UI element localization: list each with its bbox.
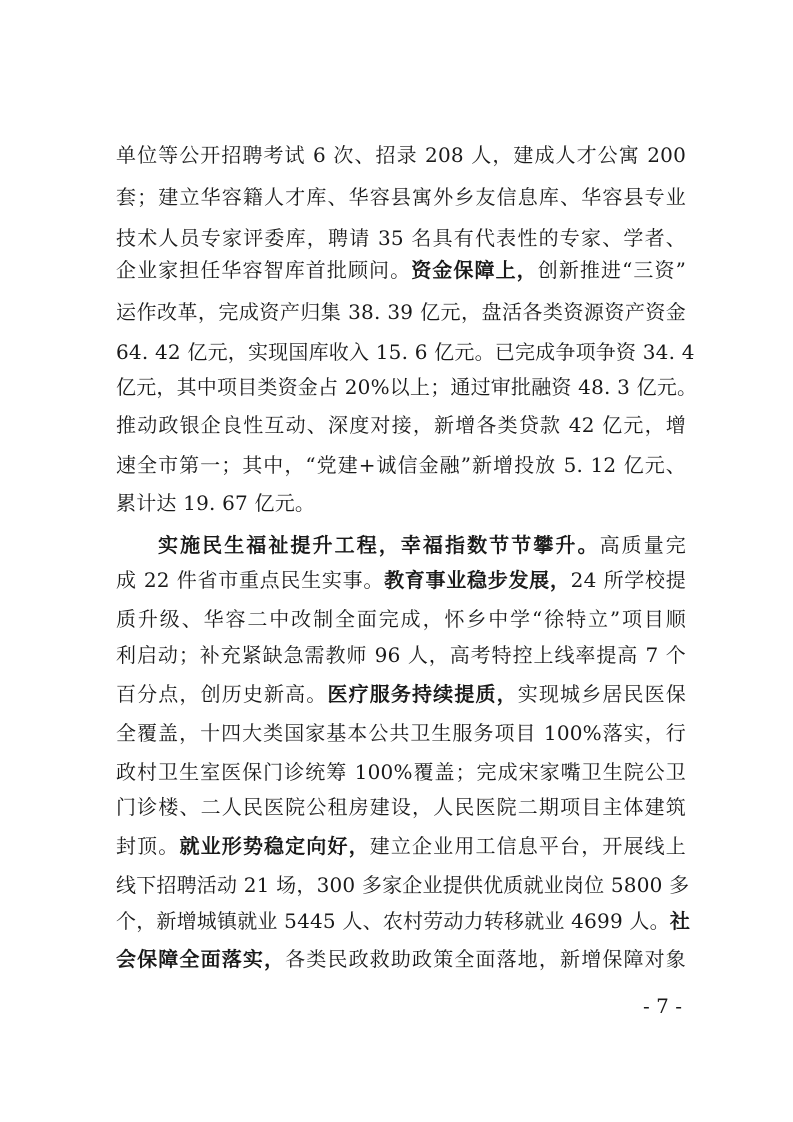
paragraph2-line9 (116, 830, 686, 862)
paragraph1-line6: 64. 42 亿元，实现国库收入 15. 6 亿元。已完成争项争资 34. 4 (116, 340, 695, 364)
paragraph2-line11 (116, 905, 691, 937)
paragraph2-heading-social-security: 会保障全面落实， (116, 947, 286, 971)
paragraph2-line2-tail: 24 所学校提 (570, 568, 686, 592)
paragraph1-line4 (116, 254, 686, 286)
paragraph2-line3: 质升级、华容二中改制全面完成，怀乡中学“徐特立”项目顺 (116, 607, 686, 631)
paragraph1-line7: 亿元，其中项目类资金占 20%以上；通过审批融资 48. 3 亿元。 (116, 375, 698, 399)
paragraph2-heading-medical: 医疗服务持续提质， (327, 682, 518, 706)
paragraph2-heading-education: 教育事业稳步发展， (384, 568, 571, 592)
paragraph2-line2 (116, 564, 686, 596)
paragraph1-line2: 套；建立华容籍人才库、华容县寓外乡友信息库、华容县专业 (116, 185, 686, 209)
paragraph2-heading-social-security-start: 社 (669, 909, 691, 933)
paragraph1-line1: 单位等公开招聘考试 6 次、招录 208 人，建成人才公寓 200 (116, 143, 686, 167)
paragraph2-line4: 利启动；补充紧缺急需教师 96 人，高考特控上线率提高 7 个 (116, 643, 686, 667)
paragraph2-heading-livelihood: 实施民生福祉提升工程，幸福指数节节攀升。 (158, 533, 600, 557)
paragraph1-line3: 技术人员专家评委库，聘请 35 名具有代表性的专家、学者、 (116, 226, 686, 250)
paragraph2-line8: 门诊楼、二人民医院公租房建设，人民医院二期项目主体建筑 (116, 795, 686, 819)
paragraph2-line5 (116, 678, 686, 710)
paragraph2-line7: 政村卫生室医保门诊统筹 100%覆盖；完成宋家嘴卫生院公卫 (116, 760, 686, 784)
paragraph1-heading-funding: 资金保障上， (411, 258, 538, 282)
paragraph1-line10: 累计达 19. 67 亿元。 (116, 491, 316, 515)
paragraph1-line9: 速全市第一；其中，“党建+诚信金融”新增投放 5. 12 亿元、 (116, 453, 686, 477)
paragraph2-line1-text: 高质量完 (599, 533, 686, 557)
paragraph2-heading-employment: 就业形势稳定向好， (179, 834, 370, 858)
paragraph2-line12-tail: 各类民政救助政策全面落地，新增保障对象 (285, 947, 686, 971)
paragraph1-line4-tail: 创新推进“三资” (537, 258, 687, 282)
paragraph2-line2-text: 成 22 件省市重点民生实事。 (116, 568, 385, 592)
paragraph2-line9-tail: 建立企业用工信息平台，开展线上 (369, 834, 686, 858)
paragraph2-line10: 线下招聘活动 21 场，300 多家企业提供优质就业岗位 5800 多 (116, 873, 690, 897)
paragraph1-line5: 运作改革，完成资产归集 38. 39 亿元，盘活各类资源资产资金 (116, 300, 686, 324)
paragraph2-line5-text: 百分点，创历史新高。 (116, 682, 328, 706)
paragraph1-line8: 推动政银企良性互动、深度对接，新增各类贷款 42 亿元，增 (116, 413, 686, 437)
paragraph2-line11-text: 个，新增城镇就业 5445 人、农村劳动力转移就业 4699 人。 (116, 909, 670, 933)
paragraph2-line9-text: 封顶。 (116, 834, 180, 858)
paragraph2-line12 (116, 943, 686, 975)
page-number: - 7 - (643, 994, 682, 1018)
paragraph2-line5-tail: 实现城乡居民医保 (517, 682, 686, 706)
paragraph2-line1 (158, 529, 686, 561)
paragraph2-line6: 全覆盖，十四大类国家基本公共卫生服务项目 100%落实，行 (116, 721, 686, 745)
paragraph1-line4-text: 企业家担任华容智库首批顾问。 (116, 258, 412, 282)
